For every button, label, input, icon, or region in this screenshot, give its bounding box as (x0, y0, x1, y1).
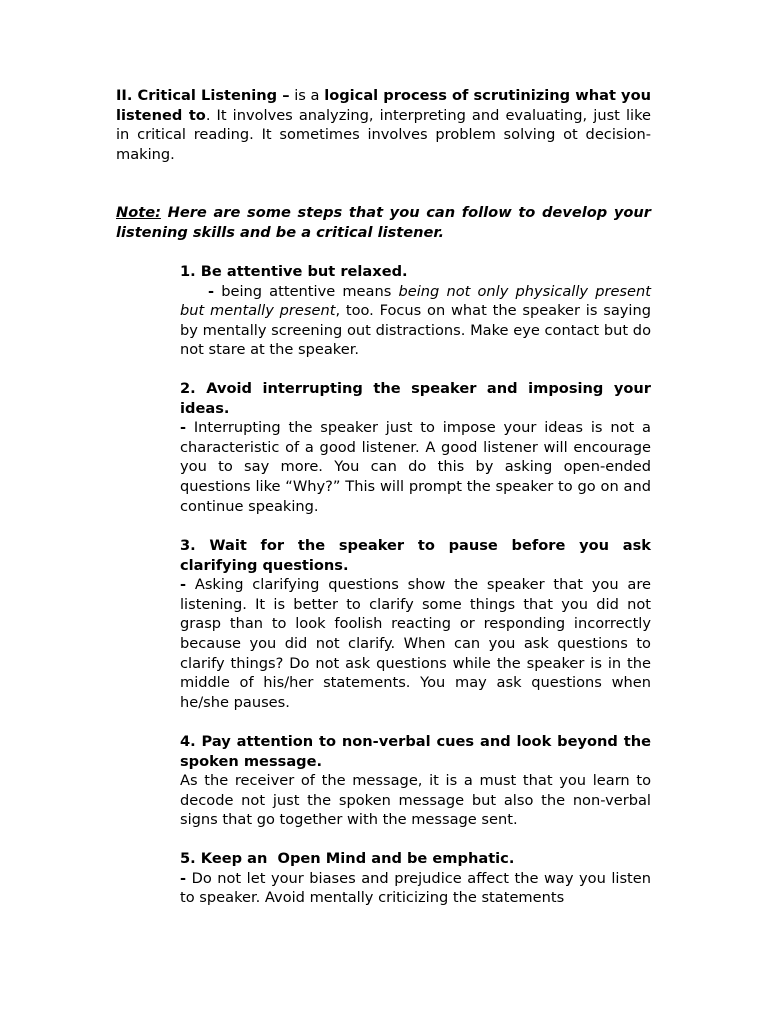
section-paragraph (116, 86, 651, 164)
step-2-dash: - (180, 419, 187, 437)
step-4 (180, 732, 651, 830)
section-bold-phrase: logical process of scrutinizing what you listened to (116, 87, 651, 124)
step-3-title: 3. Wait for the speaker to pause before you ask clarifying questions. (180, 537, 651, 574)
step-1-title: 1. Be attentive but relaxed. (180, 263, 408, 280)
note-text: Here are some steps that you can follow to develop your listening skills and be a critical listener. (116, 204, 651, 241)
step-2-text: Interrupting the speaker just to impose your ideas is not a characteristic of a good listener. A good listener will encourage you to say more. You can do this by asking open-ended questions like “Why?” This will prompt the speaker to go on and continue speaking. (180, 419, 651, 515)
step-1-body (180, 282, 651, 360)
step-5-body (180, 869, 651, 908)
note-label: Note: (116, 204, 161, 221)
step-5 (180, 849, 651, 908)
step-1-text-2: , too. Focus on what the speaker is saying by mentally screening out distractions. Make eye contact but do not stare at the speaker. (180, 302, 651, 359)
step-5-text: Do not let your biases and prejudice affect the way you listen to speaker. Avoid mentally criticizing the statements (180, 869, 651, 907)
note-paragraph (116, 203, 651, 242)
step-2-title: 2. Avoid interrupting the speaker and imposing your ideas. (180, 380, 651, 417)
step-3-dash: - (180, 576, 187, 594)
section-text-2: . It involves analyzing, interpreting and evaluating, just like in critical reading. It sometimes involves problem solving ot decision-making. (116, 106, 651, 163)
step-5-title: 5. Keep an Open Mind and be emphatic. (180, 850, 515, 867)
step-3-body (180, 575, 651, 712)
step-2 (180, 379, 651, 516)
step-4-title: 4. Pay attention to non-verbal cues and look beyond the spoken message. (180, 733, 651, 770)
step-3-text: Asking clarifying questions show the speaker that you are listening. It is better to clarify some things that you did not grasp than to look foolish reacting or responding incorrectly because you did not clarify. When can you ask questions to clarify things? Do not ask questions while the speaker is in the middle of his/her statements. You may ask questions when he/she pauses. (180, 576, 651, 711)
step-2-body (180, 418, 651, 516)
section-heading: II. Critical Listening – (116, 87, 290, 104)
step-1 (180, 262, 651, 360)
step-5-dash: - (180, 869, 187, 887)
step-1-text-1: being attentive means (214, 282, 399, 300)
step-4-text: As the receiver of the message, it is a must that you learn to decode not just the spoken message but also the non-verbal signs that go together with the message sent. (180, 772, 651, 829)
step-3 (180, 536, 651, 712)
section-text-1: is a (289, 87, 325, 104)
step-1-dash: - (208, 282, 215, 300)
step-1-italic-phrase: being not only physically present but mentally present (180, 282, 651, 320)
